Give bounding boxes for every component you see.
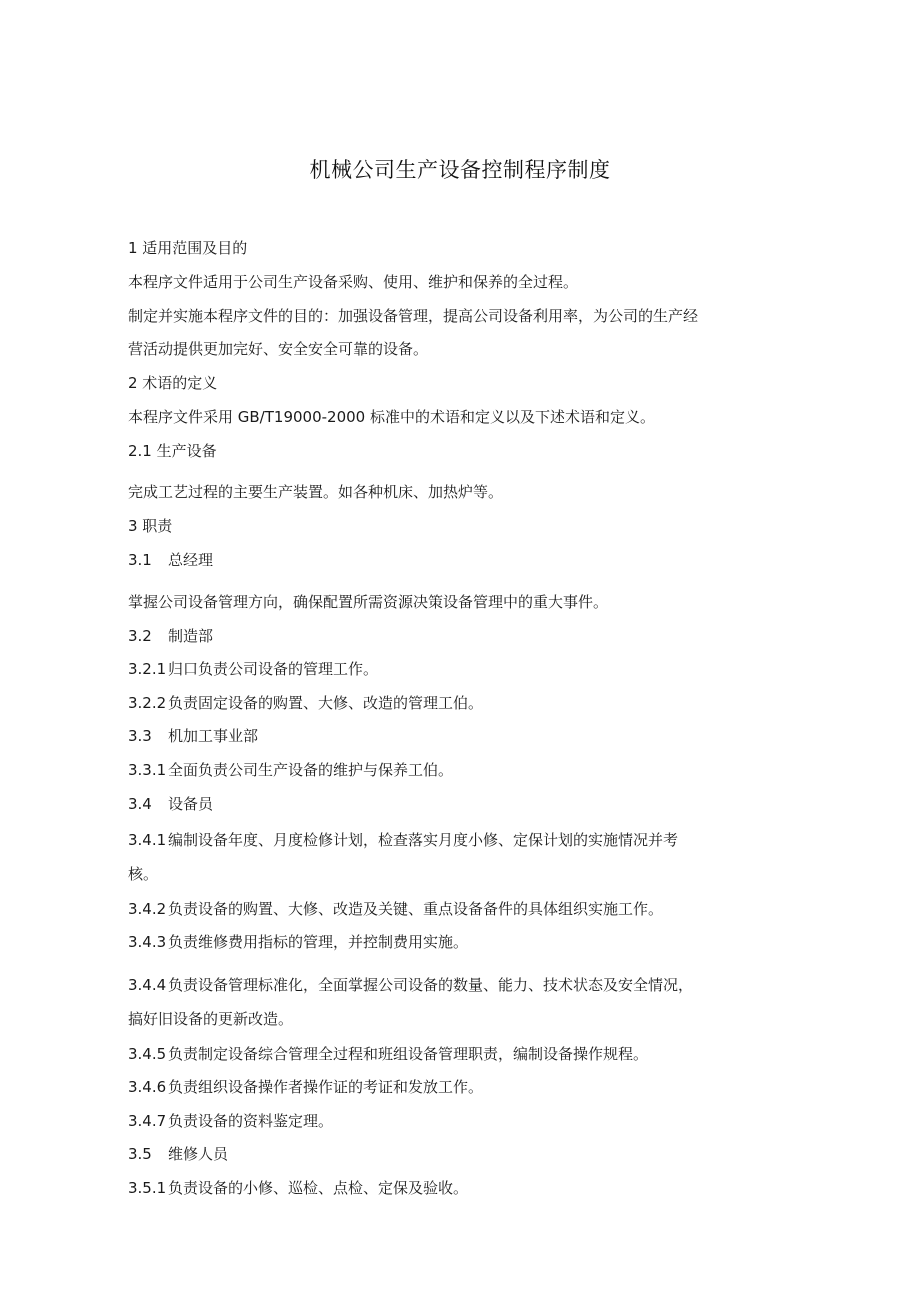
- text-line: [128, 1177, 468, 1199]
- text-line: [128, 625, 213, 647]
- line-text: 核。: [128, 865, 159, 883]
- line-text: 负责组织设备操作者操作证的考证和发放工作。: [168, 1078, 484, 1096]
- text-line: [128, 759, 453, 781]
- section-number: 3.4.5: [128, 1045, 167, 1063]
- text-line: [128, 338, 428, 360]
- section-number: 3.2.2: [128, 694, 167, 712]
- line-text: 负责固定设备的购置、大修、改造的管理工伯。: [168, 694, 484, 712]
- line-text: 编制设备年度、月度检修计划，检查落实月度小修、定保计划的实施情况并考: [168, 831, 679, 849]
- line-text: 负责设备的小修、巡检、点检、定保及验收。: [168, 1179, 469, 1197]
- text-line: [128, 271, 578, 293]
- line-text: 归口负责公司设备的管理工作。: [168, 660, 379, 678]
- line-text: 制造部: [168, 627, 214, 645]
- text-line: [128, 829, 678, 851]
- text-line: [128, 406, 655, 428]
- section-number: 3.5: [128, 1145, 152, 1163]
- line-text: 搞好旧设备的更新改造。: [128, 1010, 294, 1028]
- text-line: [128, 237, 247, 259]
- line-text: 机加工事业部: [168, 727, 259, 745]
- section-number: 3.4.1: [128, 831, 167, 849]
- line-text: 本程序文件采用 GB/T19000-2000 标准中的术语和定义以及下述术语和定义。: [128, 408, 655, 426]
- line-text: 负责维修费用指标的管理，并控制费用实施。: [168, 933, 469, 951]
- section-number: 3.1: [128, 551, 152, 569]
- section-number: 3.4.7: [128, 1112, 167, 1130]
- text-line: [128, 931, 468, 953]
- text-line: [128, 1008, 293, 1030]
- text-line: [128, 725, 258, 747]
- text-line: [128, 658, 378, 680]
- line-text: 制定并实施本程序文件的目的：加强设备管理，提高公司设备利用率，为公司的生产经: [128, 307, 699, 325]
- text-line: [128, 898, 663, 920]
- text-line: [128, 372, 217, 394]
- section-number: 3.2: [128, 627, 152, 645]
- section-number: 3.4.4: [128, 976, 167, 994]
- line-text: 全面负责公司生产设备的维护与保养工伯。: [168, 761, 454, 779]
- text-line: [128, 1110, 333, 1132]
- line-text: 负责设备的资料鉴定理。: [168, 1112, 334, 1130]
- line-text: 维修人员: [168, 1145, 229, 1163]
- line-text: 2 术语的定义: [128, 374, 218, 392]
- line-text: 负责设备的购置、大修、改造及关键、重点设备备件的具体组织实施工作。: [168, 900, 664, 918]
- line-text: 1 适用范围及目的: [128, 239, 248, 257]
- line-text: 掌握公司设备管理方向，确保配置所需资源决策设备管理中的重大事件。: [128, 593, 609, 611]
- text-line: [128, 692, 483, 714]
- section-number: 3.5.1: [128, 1179, 167, 1197]
- line-text: 营活动提供更加完好、安全安全可靠的设备。: [128, 340, 429, 358]
- line-text: 完成工艺过程的主要生产装置。如各种机床、加热炉等。: [128, 483, 504, 501]
- document-title: 机械公司生产设备控制程序制度: [309, 158, 611, 182]
- text-line: [128, 481, 503, 503]
- text-line: [128, 515, 172, 537]
- line-text: 负责设备管理标准化，全面掌握公司设备的数量、能力、技术状态及安全情况，: [168, 976, 694, 994]
- text-line: [128, 591, 608, 613]
- text-line: [128, 863, 158, 885]
- text-line: [128, 1143, 228, 1165]
- line-text: 负责制定设备综合管理全过程和班组设备管理职责，编制设备操作规程。: [168, 1045, 649, 1063]
- text-line: [128, 305, 698, 327]
- section-number: 3.4.3: [128, 933, 167, 951]
- text-line: [128, 440, 217, 462]
- section-number: 3.4.2: [128, 900, 167, 918]
- section-number: 3.3.1: [128, 761, 167, 779]
- line-text: 总经理: [168, 551, 214, 569]
- line-text: 2.1 生产设备: [128, 442, 217, 460]
- text-line: [128, 1076, 483, 1098]
- section-number: 3.2.1: [128, 660, 167, 678]
- line-text: 设备员: [168, 795, 214, 813]
- line-text: 本程序文件适用于公司生产设备采购、使用、维护和保养的全过程。: [128, 273, 579, 291]
- line-text: 3 职责: [128, 517, 173, 535]
- text-line: [128, 793, 213, 815]
- section-number: 3.3: [128, 727, 152, 745]
- text-line: [128, 1043, 648, 1065]
- section-number: 3.4: [128, 795, 152, 813]
- text-line: [128, 974, 693, 996]
- section-number: 3.4.6: [128, 1078, 167, 1096]
- text-line: [128, 549, 213, 571]
